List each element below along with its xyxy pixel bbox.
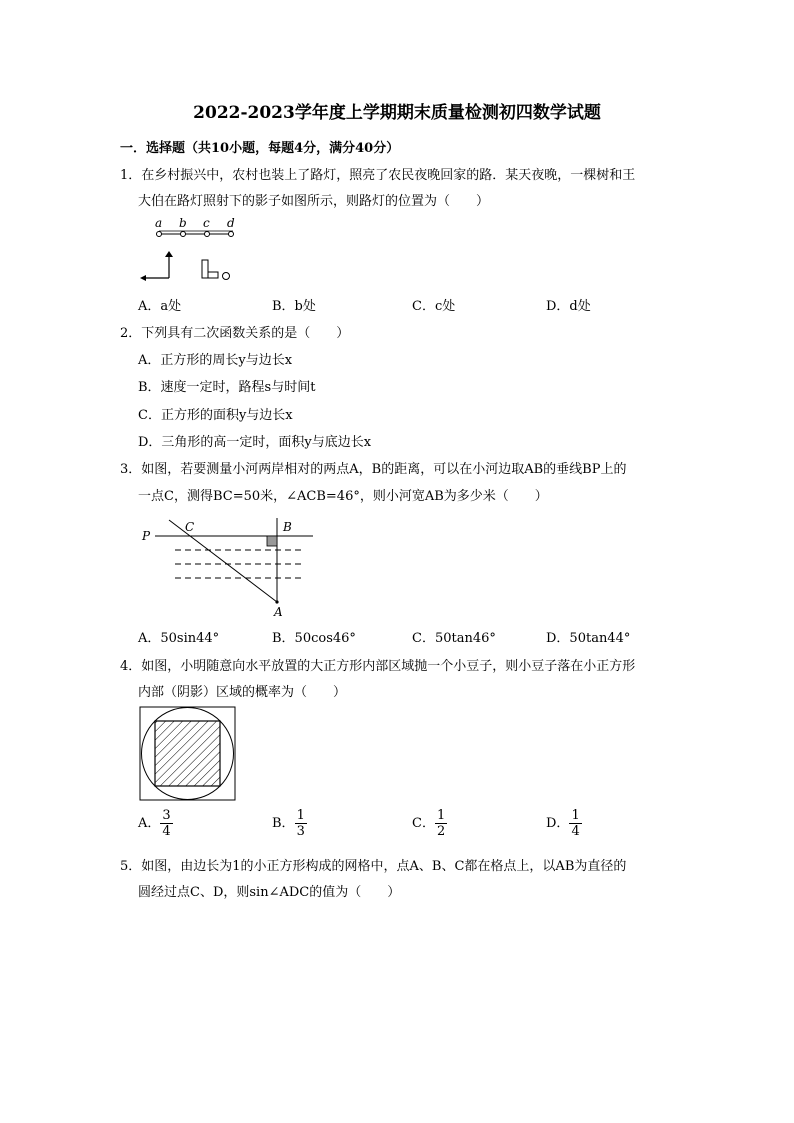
q4-option-c[interactable]: [412, 808, 447, 839]
q4-option-c-fraction: $\frac{1}{2}$: [436, 808, 446, 839]
q4-option-d-fraction: $\frac{1}{4}$: [571, 808, 580, 839]
q4-text-line1: 4．如图，小明随意向水平放置的大正方形内部区域抛一个小豆子，则小豆子落在小正方形: [120, 659, 636, 674]
q4-option-a[interactable]: [138, 808, 173, 839]
q3-figure: [135, 512, 325, 622]
point-b: [181, 232, 186, 237]
q3-option-a[interactable]: A．50sin44°: [138, 631, 220, 646]
label-c: c: [203, 216, 210, 230]
q4-option-a-letter: A．: [138, 816, 161, 831]
q4-option-c-letter: C．: [412, 816, 435, 831]
right-angle-mark: [267, 536, 277, 546]
q4-option-d[interactable]: [546, 808, 582, 839]
q4-option-b-letter: B．: [272, 816, 295, 831]
q2-text-line1: 2．下列具有二次函数关系的是（ ）: [120, 326, 350, 341]
q2-option-a[interactable]: A．正方形的周长y与边长x: [138, 353, 293, 368]
point-d: [229, 232, 234, 237]
point-a: [157, 232, 162, 237]
q4-figure: [138, 706, 238, 802]
label-d: d: [227, 216, 235, 230]
q2-option-c[interactable]: C．正方形的面积y与边长x: [138, 408, 293, 423]
q3-text-line1: 3．如图，若要测量小河两岸相对的两点A，B的距离，可以在小河边取AB的垂线BP上的: [120, 462, 627, 477]
label-p: P: [142, 529, 151, 543]
q4-text-line2: 内部（阴影）区域的概率为（ ）: [138, 685, 347, 700]
q4-option-d-letter: D．: [546, 816, 570, 831]
section-heading: 一．选择题（共10小题，每题4分，满分40分）: [120, 141, 400, 156]
label-a: a: [155, 216, 163, 230]
q1-figure: [135, 210, 245, 290]
q1-text-line2: 大伯在路灯照射下的影子如图所示，则路灯的位置为（ ）: [138, 194, 490, 209]
label-b: B: [283, 520, 292, 534]
q1-option-c[interactable]: C．c处: [412, 299, 456, 314]
q1-option-a[interactable]: A．a处: [138, 299, 182, 314]
q3-option-c[interactable]: C．50tan46°: [412, 631, 496, 646]
q1-text-line1: 1．在乡村振兴中，农村也装上了路灯，照亮了农民夜晚回家的路．某天夜晚，一棵树和王: [120, 168, 636, 183]
small-square-shaded: [155, 721, 220, 786]
q3-text-line2: 一点C，测得BC=50米，∠ACB=46°，则小河宽AB为多少米（ ）: [138, 489, 548, 504]
q1-option-d[interactable]: D．d处: [546, 299, 591, 314]
q5-text-line2: 圆经过点C、D，则sin∠ADC的值为（ ）: [138, 885, 401, 900]
q2-option-d[interactable]: D．三角形的高一定时，面积y与底边长x: [138, 435, 372, 450]
q4-option-a-fraction: $\frac{3}{4}$: [162, 808, 171, 839]
q3-option-b[interactable]: B．50cos46°: [272, 631, 356, 646]
q2-option-b[interactable]: B．速度一定时，路程s与时间t: [138, 380, 316, 395]
point-c: [205, 232, 210, 237]
q5-text-line1: 5．如图，由边长为1的小正方形构成的网格中，点A、B、C都在格点上，以AB为直径的: [120, 859, 627, 874]
page-title: 2022-2023学年度上学期期末质量检测初四数学试题: [193, 103, 601, 123]
label-b: b: [179, 216, 187, 230]
q3-option-d[interactable]: D．50tan44°: [546, 631, 631, 646]
q4-option-b-fraction: $\frac{1}{3}$: [296, 808, 305, 839]
label-a: A: [274, 605, 283, 619]
q1-option-b[interactable]: B．b处: [272, 299, 316, 314]
person-shadow: [208, 272, 218, 278]
person-figure: [202, 260, 208, 278]
label-c: C: [185, 520, 195, 534]
q4-option-b[interactable]: [272, 808, 307, 839]
